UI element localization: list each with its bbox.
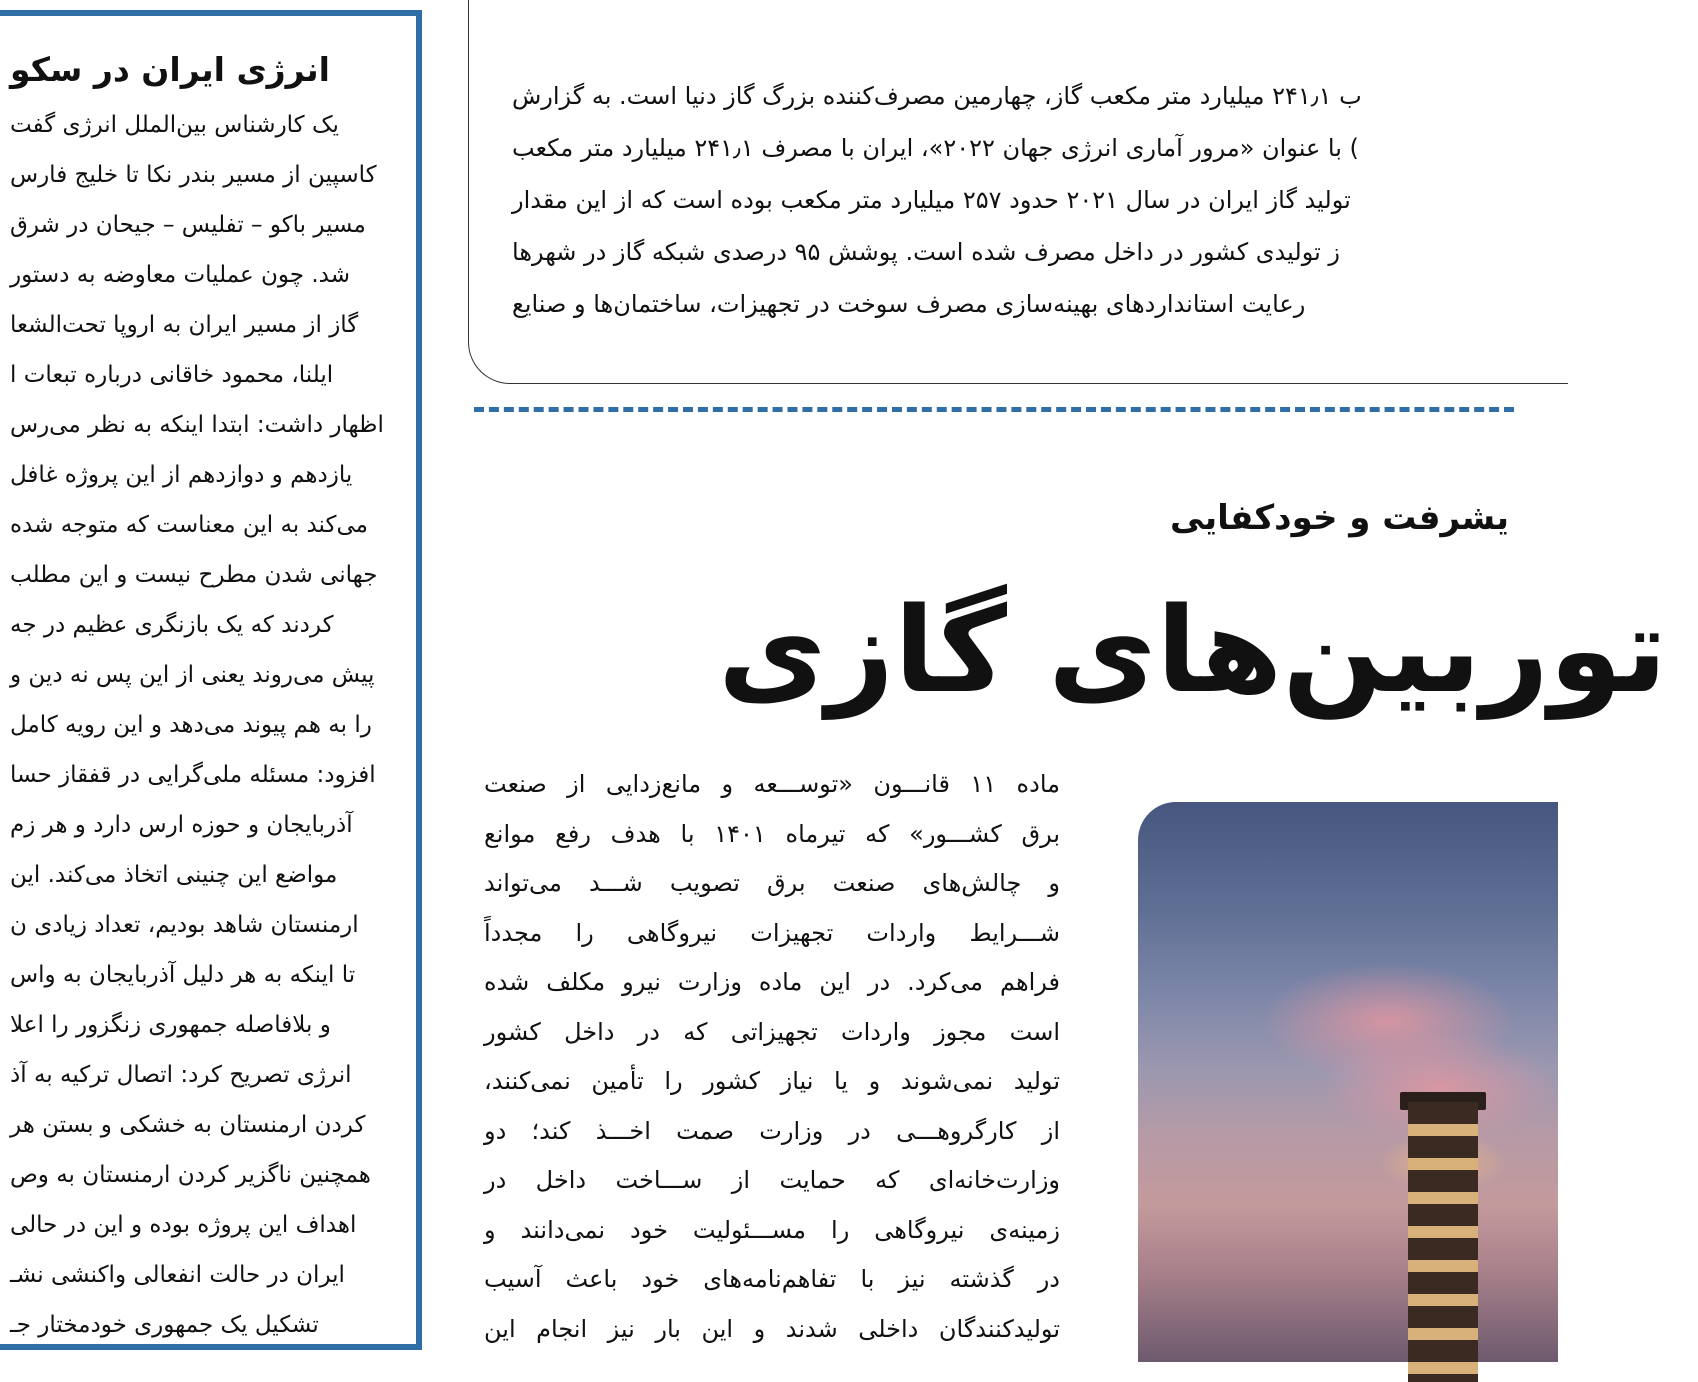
sidebar-text-line: همچنین ناگزیر کردن ارمنستان به وص [10,1162,371,1188]
sidebar-text-line: یازدهم و دوازدهم از این پروژه غافل [10,462,353,488]
main-article-line: است مجوز واردات تجهیزاتی که در داخل کشور [484,1017,1060,1046]
sidebar-article [0,0,428,1338]
top-article-line: ب ۲۴۱٫۱ میلیارد متر مکعب گاز، چهارمین مصرف‌کننده بزرگ گاز دنیا است. به گزارش [512,82,1362,110]
top-article-line: تولید گاز ایران در سال ۲۰۲۱ حدود ۲۵۷ میلیارد متر مکعب بوده است که از این مقدار [512,186,1351,214]
sidebar-text-line: مسیر باکو – تفلیس – جیحان در شرق [10,212,366,238]
sidebar-text-line: کاسپین از مسیر بندر نکا تا خلیج فارس [10,162,377,188]
sidebar-text-line: ایران در حالت انفعالی واکنشی نشـ [10,1262,345,1288]
sidebar-text-line: یک کارشناس بین‌الملل انرژی گفت [10,112,339,138]
sidebar-text-line: انرژی تصریح کرد: اتصال ترکیه به آذ [10,1062,352,1088]
main-article-line: وزارت‌خانه‌ای که حمایت از ســـاخت داخل در [484,1166,1060,1194]
sidebar-text-line: ایلنا، محمود خاقانی درباره تبعات ا [10,362,334,388]
sidebar-text-line: آذربایجان و حوزه ارس دارد و هر زم [10,812,353,838]
main-article-kicker: یشرفت و خودکفایی [1170,498,1510,538]
sidebar-article-title: انرژی ایران در سکو [10,50,330,89]
dashed-divider [474,407,1514,412]
top-article-line: ) با عنوان «مرور آماری انرژی جهان ۲۰۲۲»، ایران با مصرف ۲۴۱٫۱ میلیارد متر مکعب [512,134,1359,162]
sidebar-text-line: تشکیل یک جمهوری خودمختار جـ [10,1312,319,1338]
sidebar-text-line: افزود: مسئله ملی‌گرایی در قفقاز حسا [10,762,376,788]
sidebar-text-line: پیش می‌روند یعنی از این پس نه دین و [10,662,375,688]
sidebar-text-line: اهداف این پروژه بوده و این در حالی [10,1212,357,1238]
top-article-body [512,70,1612,330]
sidebar-text-line: ارمنستان شاهد بودیم، تعداد زیادی ن [10,912,359,938]
main-article-line: در گذشته نیز با تفاهم‌نامه‌های خود باعث آسیب [484,1265,1060,1293]
main-article-line: و چالش‌های صنعت برق تصویب شـــد می‌تواند [484,869,1060,897]
sidebar-text-line: تا اینکه به هر دلیل آذربایجان به واس [10,962,356,988]
main-article-line: ماده ۱۱ قانـــون «توســـعه و مانع‌زدایی از صنعت [484,770,1060,798]
main-article-line: زمینه‌ی نیروگاهی را مســـئولیت خود نمی‌دانند و [484,1215,1060,1244]
sidebar-text-line: کردن ارمنستان به خشکی و بستن هر [10,1112,366,1138]
sidebar-text-line: کردند که یک بازنگری عظیم در جه [10,612,334,638]
sidebar-text-line: گاز از مسیر ایران به اروپا تحت‌الشعا [10,312,359,338]
top-article-line: رعایت استانداردهای بهینه‌سازی مصرف سوخت در تجهیزات، ساختمان‌ها و صنایع [512,290,1306,318]
main-article-line: برق کشـــور» که تیرماه ۱۴۰۱ با هدف رفع موانع [484,819,1060,848]
sidebar-text-clip [0,0,398,1338]
main-article-line: شـــرایط واردات تجهیزات نیروگاهی را مجدداً [484,918,1060,947]
photo-chimney [1408,1102,1478,1382]
main-article-line: از کارگروهـــی در وزارت صمت اخـــذ کند؛ دو [484,1116,1060,1145]
sidebar-text-line: شد. چون عملیات معاوضه به دستور [10,262,351,288]
main-article-line: تولید نمی‌شوند و یا نیاز کشور را تأمین نمی‌کنند، [484,1067,1060,1095]
main-article-body-clip [470,760,1070,1343]
top-article [470,0,1500,380]
main-article-headline: توربین‌های گازی [718,581,1668,719]
main-article-line: تولیدکنندگان داخلی شدند و این بار نیز انجام این [484,1314,1060,1343]
power-plant-photo [1138,802,1558,1362]
sidebar-text-line: و بلافاصله جمهوری زنگزور را اعلا [10,1012,331,1038]
main-article-line: فراهم می‌کرد. در این ماده وزارت نیرو مکلف شده [484,968,1060,996]
sidebar-text-line: مواضع این چنینی اتخاذ می‌کند. این [10,862,338,888]
sidebar-text-line: را به هم پیوند می‌دهد و این رویه کامل [10,712,372,738]
sidebar-text-line: جهانی شدن مطرح نیست و این مطلب [10,562,378,588]
sidebar-text-line: می‌کند به این معناست که متوجه شده [10,512,368,538]
sidebar-text-line: اظهار داشت: ابتدا اینکه به نظر می‌رس [10,412,384,438]
main-article-body [484,760,1060,1354]
top-article-line: ز تولیدی کشور در داخل مصرف شده است. پوشش ۹۵ درصدی شبکه گاز در شهرها [512,238,1340,266]
